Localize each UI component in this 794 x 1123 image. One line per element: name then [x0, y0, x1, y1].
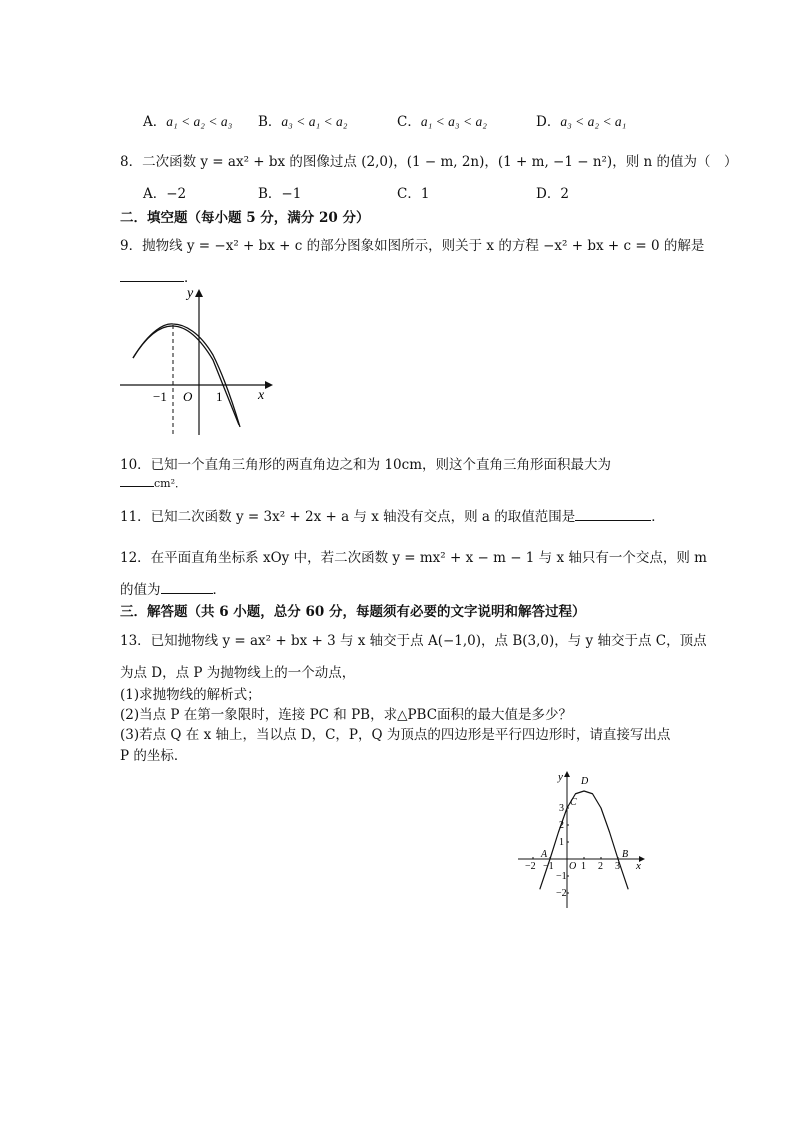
q11-text: 11．已知二次函数 y = 3x² + 2x + a 与 x 轴没有交点，则 a 的取值范围是 ． [120, 509, 665, 525]
q10-answer-line: cm²． [120, 474, 186, 491]
q9-y-label: y [187, 286, 194, 301]
q12-answer-blank[interactable] [161, 581, 213, 594]
q9-answer-line: ． [120, 266, 198, 286]
q13-x-tick-neg2: −2 [525, 861, 536, 872]
q13-y-tick-neg1: −1 [556, 871, 567, 882]
q13-part-1: (1)求抛物线的解析式； [120, 687, 261, 703]
q9-parabola-graph [115, 285, 275, 445]
section-2-title: 二．填空题（每小题 5 分，满分 20 分） [120, 210, 370, 226]
q13-x-tick-neg1: −1 [543, 861, 554, 872]
q13-part-2: (2)当点 P 在第一象限时，连接 PC 和 PB，求△PBC面积的最大值是多少？ [120, 707, 573, 723]
q13-x-tick-2: 2 [598, 861, 603, 872]
q7-option-d: D．a₃ < a₂ < a₁ [536, 114, 627, 130]
q13-y-tick-3: 3 [559, 803, 564, 814]
q8-option-d: D．2 [536, 186, 569, 202]
q9-x-label: x [258, 388, 265, 403]
q8-option-a: A．−2 [143, 186, 187, 202]
q13-part-3-cont: P 的坐标． [120, 748, 188, 764]
q12-text: 12．在平面直角坐标系 xOy 中，若二次函数 y = mx² + x − m − 1 与 x 轴只有一个交点，则 m [120, 550, 707, 566]
q7-option-c: C．a₁ < a₃ < a₂ [397, 114, 487, 130]
q8-option-b: B．−1 [258, 186, 302, 202]
q7-option-a: A．a₁ < a₂ < a₃ [143, 114, 233, 130]
q13-y-tick-2: 2 [559, 820, 564, 831]
q13-x-tick-3: 3 [615, 861, 620, 872]
q8-text: 8．二次函数 y = ax² + bx 的图像过点 (2,0)，(1 − m, 2n)，(1 + m, −1 − n²)，则 n 的值为（ ） [120, 154, 738, 170]
q9-tick-neg1: −1 [153, 389, 167, 404]
q10-text: 10．已知一个直角三角形的两直角边之和为 10cm，则这个直角三角形面积最大为 [120, 457, 612, 473]
q13-line-1: 13．已知抛物线 y = ax² + bx + 3 与 x 轴交于点 A(−1,0)，点 B(3,0)，与 y 轴交于点 C，顶点 [120, 633, 707, 649]
q8-option-c: C．1 [397, 186, 430, 202]
q13-x-tick-1: 1 [581, 861, 586, 872]
q13-line-2: 为点 D，点 P 为抛物线上的一个动点， [120, 665, 356, 681]
section-3-title: 三．解答题（共 6 小题，总分 60 分，每题须有必要的文字说明和解答过程） [120, 604, 586, 620]
q13-point-b: B [622, 849, 629, 860]
q9-text: 9．抛物线 y = −x² + bx + c 的部分图象如图所示，则关于 x 的方程 −x² + bx + c = 0 的解是 [120, 238, 705, 254]
q9-origin-label: O [183, 389, 193, 404]
q7-option-b: B．a₃ < a₁ < a₂ [258, 114, 348, 130]
q13-part-3: (3)若点 Q 在 x 轴上，当以点 D，C，P，Q 为顶点的四边形是平行四边形时，请直接写出点 [120, 727, 671, 743]
q13-point-a: A [541, 849, 548, 860]
q11-answer-blank[interactable] [575, 508, 651, 521]
q9-answer-blank[interactable] [120, 269, 184, 282]
q13-origin-label: O [569, 861, 577, 872]
q10-answer-blank[interactable] [120, 474, 154, 487]
q12-answer-line: 的值为 ． [120, 582, 226, 598]
q13-x-label: x [636, 860, 641, 872]
q13-point-d: D [581, 776, 589, 787]
q13-parabola-graph [512, 768, 648, 910]
q13-y-tick-1: 1 [559, 837, 564, 848]
q13-point-c: C [570, 797, 577, 808]
q13-y-tick-neg2: −2 [556, 888, 567, 899]
q9-tick-1: 1 [216, 389, 223, 404]
q13-y-label: y [558, 771, 563, 783]
